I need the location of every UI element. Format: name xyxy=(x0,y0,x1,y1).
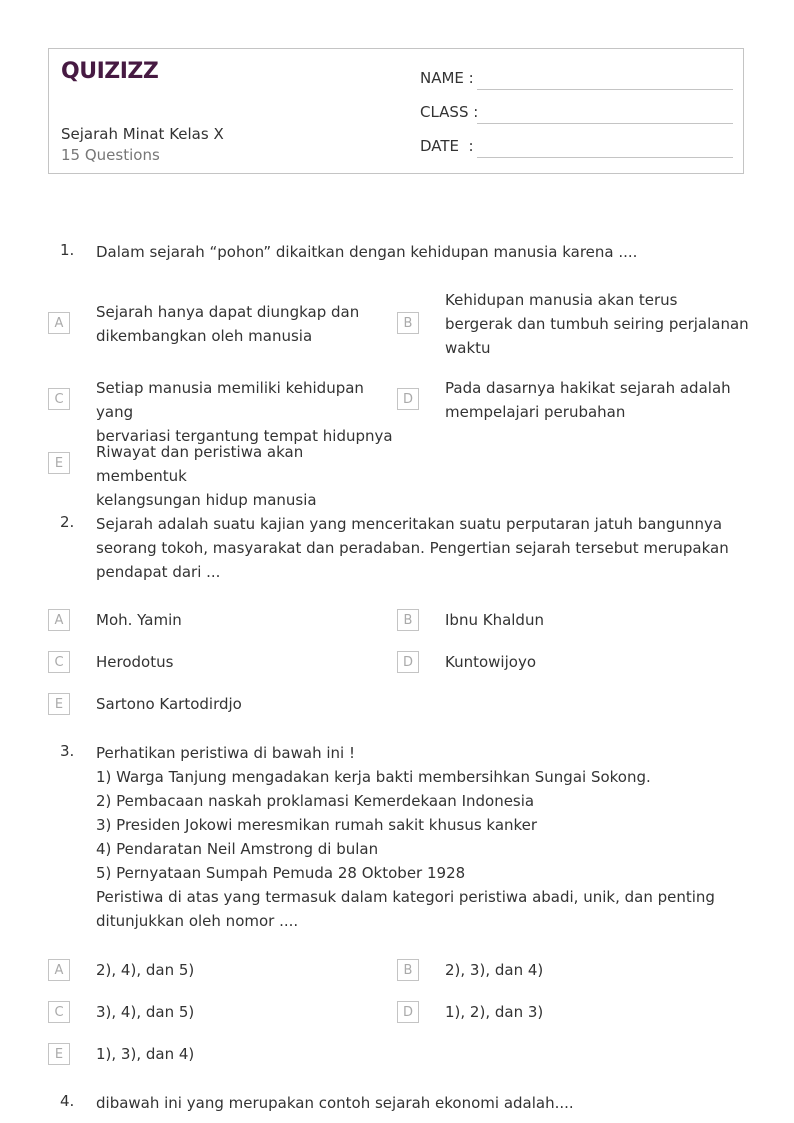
question-line: Sejarah adalah suatu kajian yang menceritakan suatu perputaran jatuh bangunnya xyxy=(96,515,723,533)
option-letter[interactable]: C xyxy=(48,651,70,673)
name-line xyxy=(477,89,733,90)
option-letter[interactable]: B xyxy=(397,312,419,334)
option-line: Riwayat dan peristiwa akan membentuk xyxy=(96,443,304,485)
question-text xyxy=(96,1091,736,1115)
option-line: Setiap manusia memiliki kehidupan yang xyxy=(96,379,364,421)
option-letter[interactable]: A xyxy=(48,312,70,334)
question-line: Perhatikan peristiwa di bawah ini ! xyxy=(96,744,355,762)
option-text xyxy=(445,288,755,360)
option-text: 2), 4), dan 5) xyxy=(96,961,195,979)
question-line: Peristiwa di atas yang termasuk dalam kategori peristiwa abadi, unik, dan penting xyxy=(96,888,715,906)
option-line: kelangsungan hidup manusia xyxy=(96,491,317,509)
worksheet-header xyxy=(48,48,744,174)
option-letter[interactable]: B xyxy=(397,959,419,981)
option-letter[interactable]: E xyxy=(48,452,70,474)
option-text xyxy=(445,376,745,424)
option-text: 1), 3), dan 4) xyxy=(96,1045,195,1063)
option-text xyxy=(96,300,386,348)
question-line: seorang tokoh, masyarakat dan peradaban. Pengertian sejarah tersebut merupakan xyxy=(96,539,729,557)
date-line xyxy=(477,157,733,158)
option-line: Pada dasarnya hakikat sejarah adalah xyxy=(445,379,731,397)
option-text: Herodotus xyxy=(96,653,174,671)
date-label: DATE : xyxy=(420,137,474,155)
option-line: bervariasi tergantung tempat hidupnya xyxy=(96,427,393,445)
question-line: pendapat dari ... xyxy=(96,563,221,581)
option-letter[interactable]: C xyxy=(48,388,70,410)
option-letter[interactable]: D xyxy=(397,1001,419,1023)
option-line: bergerak dan tumbuh seiring perjalanan xyxy=(445,315,749,333)
question-text xyxy=(96,240,736,264)
question-text xyxy=(96,512,736,584)
option-line: mempelajari perubahan xyxy=(445,403,626,421)
option-letter[interactable]: E xyxy=(48,693,70,715)
option-text: 1), 2), dan 3) xyxy=(445,1003,544,1021)
option-text xyxy=(96,440,396,512)
worksheet-title: Sejarah Minat Kelas X xyxy=(61,125,224,143)
option-text: Moh. Yamin xyxy=(96,611,182,629)
question-number: 2. xyxy=(60,513,75,531)
question-number: 1. xyxy=(60,241,75,259)
question-line: 4) Pendaratan Neil Amstrong di bulan xyxy=(96,840,379,858)
class-line xyxy=(477,123,733,124)
option-line: Sejarah hanya dapat diungkap dan xyxy=(96,303,360,321)
option-letter[interactable]: E xyxy=(48,1043,70,1065)
option-line: Kehidupan manusia akan terus xyxy=(445,291,678,309)
question-line: 1) Warga Tanjung mengadakan kerja bakti membersihkan Sungai Sokong. xyxy=(96,768,651,786)
option-letter[interactable]: A xyxy=(48,959,70,981)
question-text xyxy=(96,741,736,933)
question-line: ditunjukkan oleh nomor .... xyxy=(96,912,299,930)
question-line: dibawah ini yang merupakan contoh sejarah ekonomi adalah.... xyxy=(96,1094,574,1112)
option-text: Kuntowijoyo xyxy=(445,653,536,671)
option-text xyxy=(96,376,401,448)
name-label: NAME : xyxy=(420,69,474,87)
question-count: 15 Questions xyxy=(61,146,160,164)
option-letter[interactable]: C xyxy=(48,1001,70,1023)
question-line: 3) Presiden Jokowi meresmikan rumah sakit khusus kanker xyxy=(96,816,538,834)
question-number: 3. xyxy=(60,742,75,760)
question-line: 2) Pembacaan naskah proklamasi Kemerdekaan Indonesia xyxy=(96,792,535,810)
question-number: 4. xyxy=(60,1092,75,1110)
option-text: 3), 4), dan 5) xyxy=(96,1003,195,1021)
option-letter[interactable]: D xyxy=(397,651,419,673)
question-line: Dalam sejarah “pohon” dikaitkan dengan kehidupan manusia karena .... xyxy=(96,243,638,261)
option-line: dikembangkan oleh manusia xyxy=(96,327,313,345)
class-label: CLASS : xyxy=(420,103,479,121)
option-letter[interactable]: B xyxy=(397,609,419,631)
option-line: waktu xyxy=(445,339,491,357)
option-letter[interactable]: A xyxy=(48,609,70,631)
question-line: 5) Pernyataan Sumpah Pemuda 28 Oktober 1928 xyxy=(96,864,466,882)
option-text: Sartono Kartodirdjo xyxy=(96,695,242,713)
option-text: Ibnu Khaldun xyxy=(445,611,544,629)
option-text: 2), 3), dan 4) xyxy=(445,961,544,979)
option-letter[interactable]: D xyxy=(397,388,419,410)
quizizz-logo: QUIZIZZ xyxy=(61,59,159,84)
